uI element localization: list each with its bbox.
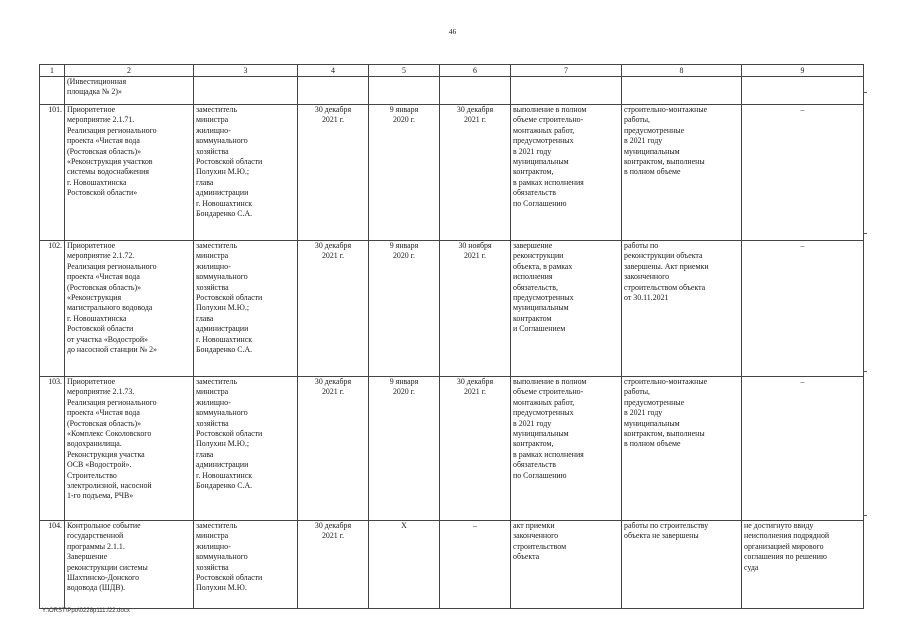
column-header: 3 [194, 65, 298, 77]
planned-date-cell: 30 декабря 2021 г. [298, 105, 369, 241]
table-header-row [40, 65, 864, 77]
planned-date-cell [298, 77, 369, 105]
column-header: 5 [369, 65, 440, 77]
reasons-cell: – [742, 241, 864, 377]
actual-start-cell: 9 января 2020 г. [369, 377, 440, 521]
table-row [40, 377, 864, 521]
actual-result-cell: строительно-монтажные работы, предусмотренные в 2021 году муниципальным контрактом, выполнены в полном объеме [622, 105, 742, 241]
actual-end-cell: – [440, 521, 511, 609]
row-number-cell: 104. [40, 521, 65, 609]
row-number-cell: 103. [40, 377, 65, 521]
actual-end-cell: 30 декабря 2021 г. [440, 377, 511, 521]
planned-date-cell: 30 декабря 2021 г. [298, 377, 369, 521]
actual-end-cell: 30 ноября 2021 г. [440, 241, 511, 377]
actual-start-cell: Х [369, 521, 440, 609]
column-header: 9 [742, 65, 864, 77]
actual-start-cell: 9 января 2020 г. [369, 241, 440, 377]
table-row [40, 521, 864, 609]
event-name-cell: Контрольное событие государственной программы 2.1.1. Завершение реконструкции системы Шахтинско-Донского водовода (ШДВ). [65, 521, 194, 609]
column-header: 4 [298, 65, 369, 77]
row-edge-mark [863, 233, 867, 234]
planned-result-cell: выполнение в полном объеме строительно- монтажных работ, предусмотренных в 2021 году муниципальным контрактом, в рамках исполнения обязательств по Соглашению [511, 377, 622, 521]
actual-result-cell: строительно-монтажные работы, предусмотренные в 2021 году муниципальным контрактом, выполнены в полном объеме [622, 377, 742, 521]
column-header: 1 [40, 65, 65, 77]
event-name-cell: Приоритетное мероприятие 2.1.73. Реализация регионального проекта «Чистая вода (Ростовская область)» «Комплекс Соколовского водохранилища. Реконструкция участка ОСВ «Водострой». Строительство электролизной, насосной 1-го подъема, РЧВ» [65, 377, 194, 521]
event-name-cell: Приоритетное мероприятие 2.1.72. Реализация регионального проекта «Чистая вода (Ростовская область)» «Реконструкция магистрального водовода г. Новошахтинска Ростовской области от участка «Водострой» до насосной станции № 2» [65, 241, 194, 377]
responsible-cell: заместитель министра жилищно- коммунального хозяйства Ростовской области Полухин М.Ю.; глава администрации г. Новошахтинск Бондаренко С.А. [194, 377, 298, 521]
page-number: 46 [448, 27, 457, 36]
actual-end-cell: 30 декабря 2021 г. [440, 105, 511, 241]
column-header: 8 [622, 65, 742, 77]
row-edge-mark [863, 515, 867, 516]
actual-start-cell [369, 77, 440, 105]
reasons-cell: – [742, 377, 864, 521]
reasons-cell: не достигнуто ввиду неисполнения подрядной организацией мирового соглашения по решению суда [742, 521, 864, 609]
footer-file-path: Y:\ORST\Ppo\0228p111.f22.docx [42, 608, 130, 614]
responsible-cell [194, 77, 298, 105]
table-row-continuation [40, 77, 864, 105]
table-row [40, 241, 864, 377]
reasons-cell [742, 77, 864, 105]
reasons-cell: – [742, 105, 864, 241]
responsible-cell: заместитель министра жилищно- коммунального хозяйства Ростовской области Полухин М.Ю.; глава администрации г. Новошахтинск Бондаренко С.А. [194, 105, 298, 241]
row-number-cell: 102. [40, 241, 65, 377]
responsible-cell: заместитель министра жилищно- коммунального хозяйства Ростовской области Полухин М.Ю.; глава администрации г. Новошахтинск Бондаренко С.А. [194, 241, 298, 377]
row-edge-mark [863, 371, 867, 372]
actual-end-cell [440, 77, 511, 105]
event-name-cell: (Инвестиционная площадка № 2)» [65, 77, 194, 105]
report-table [39, 64, 864, 609]
planned-result-cell [511, 77, 622, 105]
column-header: 7 [511, 65, 622, 77]
actual-start-cell: 9 января 2020 г. [369, 105, 440, 241]
planned-date-cell: 30 декабря 2021 г. [298, 521, 369, 609]
planned-result-cell: завершение реконструкции объекта, в рамках исполнения обязательств, предусмотренных муниципальным контрактом и Соглашением [511, 241, 622, 377]
planned-result-cell: выполнение в полном объеме строительно- монтажных работ, предусмотренных в 2021 году муниципальным контрактом, в рамках исполнения обязательств по Соглашению [511, 105, 622, 241]
row-edge-mark [863, 92, 867, 93]
row-number-cell [40, 77, 65, 105]
actual-result-cell: работы по строительству объекта не завершены [622, 521, 742, 609]
actual-result-cell: работы по реконструкции объекта завершены. Акт приемки законченного строительством объекта от 30.11.2021 [622, 241, 742, 377]
event-name-cell: Приоритетное мероприятие 2.1.71. Реализация регионального проекта «Чистая вода (Ростовская область)» «Реконструкция участков системы водоснабжения г. Новошахтинска Ростовской области» [65, 105, 194, 241]
planned-result-cell: акт приемки законченного строительством объекта [511, 521, 622, 609]
planned-date-cell: 30 декабря 2021 г. [298, 241, 369, 377]
actual-result-cell [622, 77, 742, 105]
column-header: 6 [440, 65, 511, 77]
responsible-cell: заместитель министра жилищно- коммунального хозяйства Ростовской области Полухин М.Ю. [194, 521, 298, 609]
table-row [40, 105, 864, 241]
row-number-cell: 101. [40, 105, 65, 241]
column-header: 2 [65, 65, 194, 77]
